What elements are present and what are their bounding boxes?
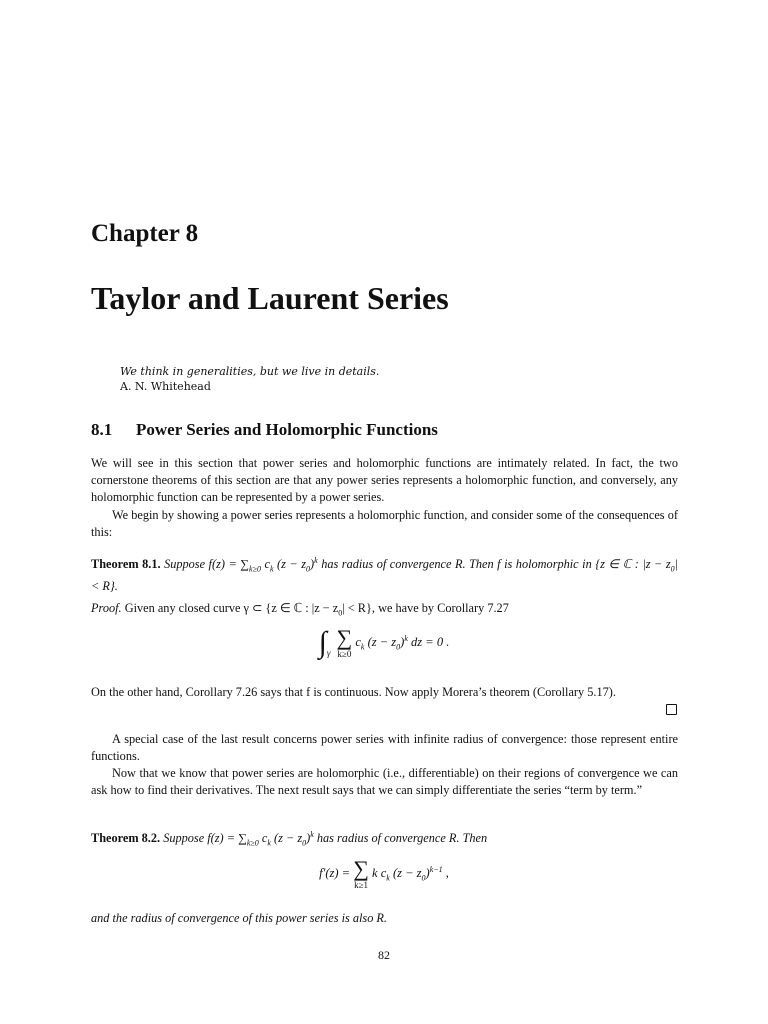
theorem-8-2-name: Theorem 8.2. (91, 831, 161, 846)
section-heading (91, 420, 438, 440)
display-equation-1: $\int_\gamma$ ∑ k≥0 $c_k$ $(z - z_0)^k$ dz = 0 . (318, 625, 450, 659)
paragraph-radius: and the radius of convergence of this power series is also R. (91, 911, 388, 925)
theorem-8-1-name: Theorem 8.1. (91, 557, 161, 572)
theorem-8-1-statement: Suppose $f(z) = \sum_{k\ge 0}$ $c_k$ $(z - z_0)^k$ has radius of convergence R. Then f is holomorphic in {z ∈ ℂ : $|z - z_0| < R$}. (91, 556, 679, 593)
chapter-title: Taylor and Laurent Series (91, 280, 449, 316)
epigraph-author: A. N. Whitehead (120, 380, 211, 393)
proof-label: Proof. (91, 601, 122, 615)
qed-square-icon (666, 704, 677, 715)
theorem-8-2-statement: Suppose $f(z) = \sum_{k\ge 0}$ $c_k$ $(z - z_0)^k$ has radius of convergence R. Then (163, 830, 488, 848)
paragraph-begin: We begin by showing a power series represents a holomorphic function, and consider some of the consequences of this: (91, 508, 678, 539)
section-title: Power Series and Holomorphic Functions (136, 420, 438, 439)
theorem-8-2 (91, 826, 678, 852)
sum-block-1: ∑ k≥0 (336, 625, 353, 659)
epigraph-quote: We think in generalities, but we live in details. (120, 365, 380, 378)
paragraph-entire: A special case of the last result concerns power series with infinite radius of convergence: those represent entire functions. (91, 732, 678, 763)
paragraph-intro: We will see in this section that power series and holomorphic functions are intimately related. In fact, the two cornerstone theorems of this section are that any power series represents a holomorphic function, and conversely, any holomorphic function can be represented by a power series. (91, 456, 678, 504)
section-number: 8.1 (91, 420, 113, 439)
paragraph-derivatives: Now that we know that power series are holomorphic (i.e., differentiable) on their regions of convergence we can ask how to find their derivatives. The next result says that we can simply differentiate the series “term by term.” (91, 766, 678, 797)
epigraph (120, 364, 379, 394)
integral-sign: ∫ (318, 626, 327, 659)
chapter-label: Chapter 8 (91, 220, 199, 247)
sum-block-2: ∑ k≥1 (353, 856, 369, 890)
theorem-8-1 (91, 552, 678, 595)
display-equation-2: f′(z) = ∑ k≥1 k $c_k$ $(z - z_0)^{k-1}$ , (319, 856, 449, 890)
page-number: 82 (378, 948, 390, 962)
sum-sign: ∑ (336, 625, 353, 650)
paragraph-continuity: On the other hand, Corollary 7.26 says that f is continuous. Now apply Morera’s theorem (Corollary 5.17). (91, 685, 616, 699)
proof-8-1: Proof. Given any closed curve γ ⊂ {z ∈ ℂ : $|z - z_0| < R$}, we have by Corollary 7.27 (91, 601, 509, 618)
